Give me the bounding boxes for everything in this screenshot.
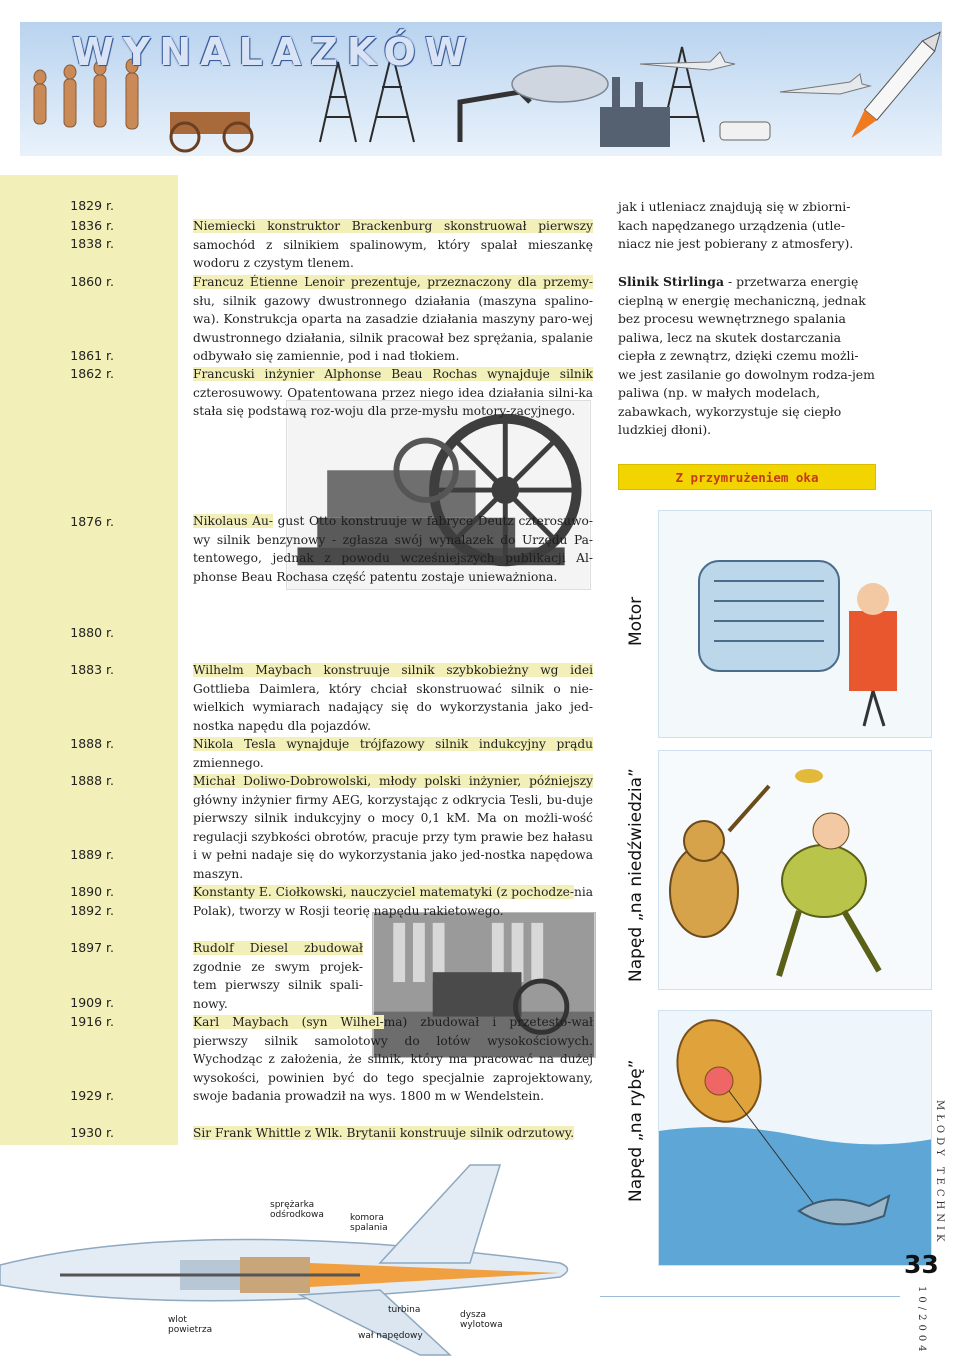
year-label: 1929 r. bbox=[70, 1088, 114, 1103]
magazine-name: MŁODY TECHNIK bbox=[934, 1100, 945, 1246]
entry-1888-dobrowolski bbox=[193, 772, 593, 883]
year-label: 1930 r. bbox=[70, 1125, 114, 1140]
entry-lead: Rudolf Diesel zbudował bbox=[193, 941, 363, 955]
jet-engine-diagram bbox=[0, 1145, 600, 1369]
entry-body: zgodnie ze swym projek-tem pierwszy silnik spali-nowy. bbox=[193, 959, 363, 1011]
year-label: 1892 r. bbox=[70, 903, 114, 918]
entry-1897 bbox=[193, 939, 363, 1013]
entry-lead: Francuz Étienne Lenoir prezentuje, przeznaczony dla przemy- bbox=[193, 275, 593, 289]
entry-lead: Sir Frank Whittle z Wlk. Brytanii konstruuje silnik odrzutowy. bbox=[193, 1126, 575, 1140]
year-label: 1888 r. bbox=[70, 773, 114, 788]
year-label: 1860 r. bbox=[70, 274, 114, 289]
caption-bear-drive: Napęd „na niedźwiedzia” bbox=[626, 768, 646, 982]
year-label: 1909 r. bbox=[70, 995, 114, 1010]
entry-body: gust Otto konstruuje w fabryce Deutz czterosuwo-wy silnik benzynowy - zgłasza swój wynalazek do Urzędu Pa-tentowego, jednak z powodu wcześniejszych publikacji Al-phonse Beau Rochasa część patentu zostaje unieważniona. bbox=[193, 514, 593, 584]
issue-number: 10/2004 bbox=[916, 1286, 927, 1356]
humor-section-header bbox=[618, 464, 876, 490]
year-label: 1876 r. bbox=[70, 514, 114, 529]
rocket-engine-text: jak i utleniacz znajdują się w zbiorni-kach napędzanego urządzenia (utle-niacz nie jest pobierany z atmosfery). bbox=[618, 199, 854, 251]
entry-lead: Michał Doliwo-Dobrowolski, młody polski inżynier, późniejszy bbox=[193, 774, 593, 788]
entry-lead: Nikolaus Au- bbox=[193, 514, 273, 528]
entry-1860 bbox=[193, 273, 593, 366]
entry-1916 bbox=[193, 1013, 593, 1106]
label-exhaust-nozzle: dysza wylotowa bbox=[460, 1310, 503, 1330]
entry-body: zmiennego. bbox=[193, 755, 264, 770]
cartoon-fish-boat bbox=[659, 1011, 932, 1266]
entry-1836 bbox=[193, 217, 593, 273]
year-label: 1836 r. bbox=[70, 218, 114, 233]
year-label: 1897 r. bbox=[70, 940, 114, 955]
entry-body: Gottlieba Daimlera, który chciał skonstruować silnik o nie-wielkich wymiarach nadający się do wykorzystania jako jed-nostka napędu dla pojazdów. bbox=[193, 681, 593, 733]
footer-rule bbox=[600, 1296, 900, 1297]
entry-lead: Francuski inżynier Alphonse Beau Rochas wynajduje silnik bbox=[193, 367, 593, 381]
cartoon-bear-chase bbox=[659, 751, 932, 990]
stirling-engine-text bbox=[618, 273, 876, 440]
jet-plane-illustration bbox=[0, 1145, 600, 1369]
label-air-intake: wlot powietrza bbox=[168, 1315, 213, 1335]
year-label: 1838 r. bbox=[70, 236, 114, 251]
year-label: 1829 r. bbox=[70, 198, 114, 213]
label-turbine: turbina bbox=[388, 1305, 421, 1315]
year-label: 1889 r. bbox=[70, 847, 114, 862]
entry-body: słu, silnik gazowy dwustronnego działania (maszyna spalino-wa). Konstrukcja oparta na zasadzie działania maszyny paro-wej dwustronnego działania, silnik pracował bez sprężania, spalanie odbywało się zamiennie, pod i nad tłokiem. bbox=[193, 293, 593, 363]
entry-lead: Wilhelm Maybach konstruuje silnik szybkobieżny wg idei bbox=[193, 663, 593, 677]
entry-lead: Nikola Tesla wynajduje trójfazowy silnik indukcyjny prądu bbox=[193, 737, 593, 751]
entry-body: główny inżynier firmy AEG, korzystając z odkrycia Tesli, bu-duje pierwszy silnik indukcyjny o mocy 0,1 kM. Ma on możli-wość regulacji szybkości obrotów, pracuje przy tym prawie bez hałasu i w pełni nadaje się do wykorzystania jako jed-nostka napędowa maszyn. bbox=[193, 792, 593, 881]
page-number: 33 bbox=[904, 1250, 939, 1279]
year-label: 1880 r. bbox=[70, 625, 114, 640]
humor-section-label: Z przymrużeniem oka bbox=[675, 469, 819, 485]
caption-motor: Motor bbox=[626, 596, 646, 646]
cartoon-fish-drive bbox=[658, 1010, 932, 1266]
label-compressor: sprężarka odśrodkowa bbox=[270, 1200, 324, 1220]
entry-1883 bbox=[193, 661, 593, 735]
banner-title: WYNALAZKÓW bbox=[72, 30, 476, 74]
year-label: 1916 r. bbox=[70, 1014, 114, 1029]
label-combustion-chamber: komora spalania bbox=[350, 1213, 388, 1233]
cartoon-bear-drive bbox=[658, 750, 932, 990]
year-label: 1862 r. bbox=[70, 366, 114, 381]
stirling-term: Slinik Stirlinga bbox=[618, 274, 724, 289]
year-label: 1883 r. bbox=[70, 662, 114, 677]
entry-lead: Niemiecki konstruktor Brackenburg skonstruował pierwszy bbox=[193, 219, 593, 233]
caption-fish-drive: Napęd „na rybę” bbox=[626, 1059, 646, 1202]
entry-lead: Konstanty E. Ciołkowski, nauczyciel matematyki (z pochodze- bbox=[193, 885, 574, 899]
label-drive-shaft: wał napędowy bbox=[358, 1331, 423, 1341]
entry-1890 bbox=[193, 883, 593, 920]
entry-body: nia Polak), tworzy w Rosji teorię napędu rakietowego. bbox=[193, 885, 593, 918]
entry-1862 bbox=[193, 365, 593, 421]
cartoon-motor bbox=[658, 510, 932, 738]
cartoon-engine-man bbox=[659, 511, 932, 738]
entry-body: czterosuwowy. Opatentowana przez niego idea działania silni-ka stała się podstawą roz-woju dla prze-mysłu motory-zacyjnego. bbox=[193, 385, 593, 418]
year-label: 1890 r. bbox=[70, 884, 114, 899]
stirling-definition: - przetwarza energię cieplną w energię mechaniczną, jednak bez procesu wewnętrznego spalania paliwa, lecz na skutek dostarczania ciepła z zewnątrz, dzięki czemu możli-we jest zasilanie go dowolnym rodza-jem paliwa (np. w małych modelach, zabawkach, wykorzystuje się ciepło ludzkiej dłoni). bbox=[618, 274, 875, 437]
entry-1888-tesla bbox=[193, 735, 593, 772]
entry-1930 bbox=[193, 1124, 593, 1143]
entry-body: samochód z silnikiem spalinowym, który spalał mieszankę wodoru z czystym tlenem. bbox=[193, 237, 593, 270]
entry-body: ma) zbudował i przetesto-wał pierwszy silnik samolotowy do lotów wysokościowych. Wychodząc z założenia, że silnik, który ma pracować na dużej wysokości, powinien być do tego specjalnie zaprojektowany, swoje badania prowadził na wys. 1800 m w Wendelstein. bbox=[193, 1015, 593, 1103]
entry-1876 bbox=[193, 512, 593, 586]
entry-lead: Karl Maybach (syn Wilhel- bbox=[193, 1015, 384, 1029]
banner bbox=[0, 0, 960, 160]
year-label: 1888 r. bbox=[70, 736, 114, 751]
year-label: 1861 r. bbox=[70, 348, 114, 363]
